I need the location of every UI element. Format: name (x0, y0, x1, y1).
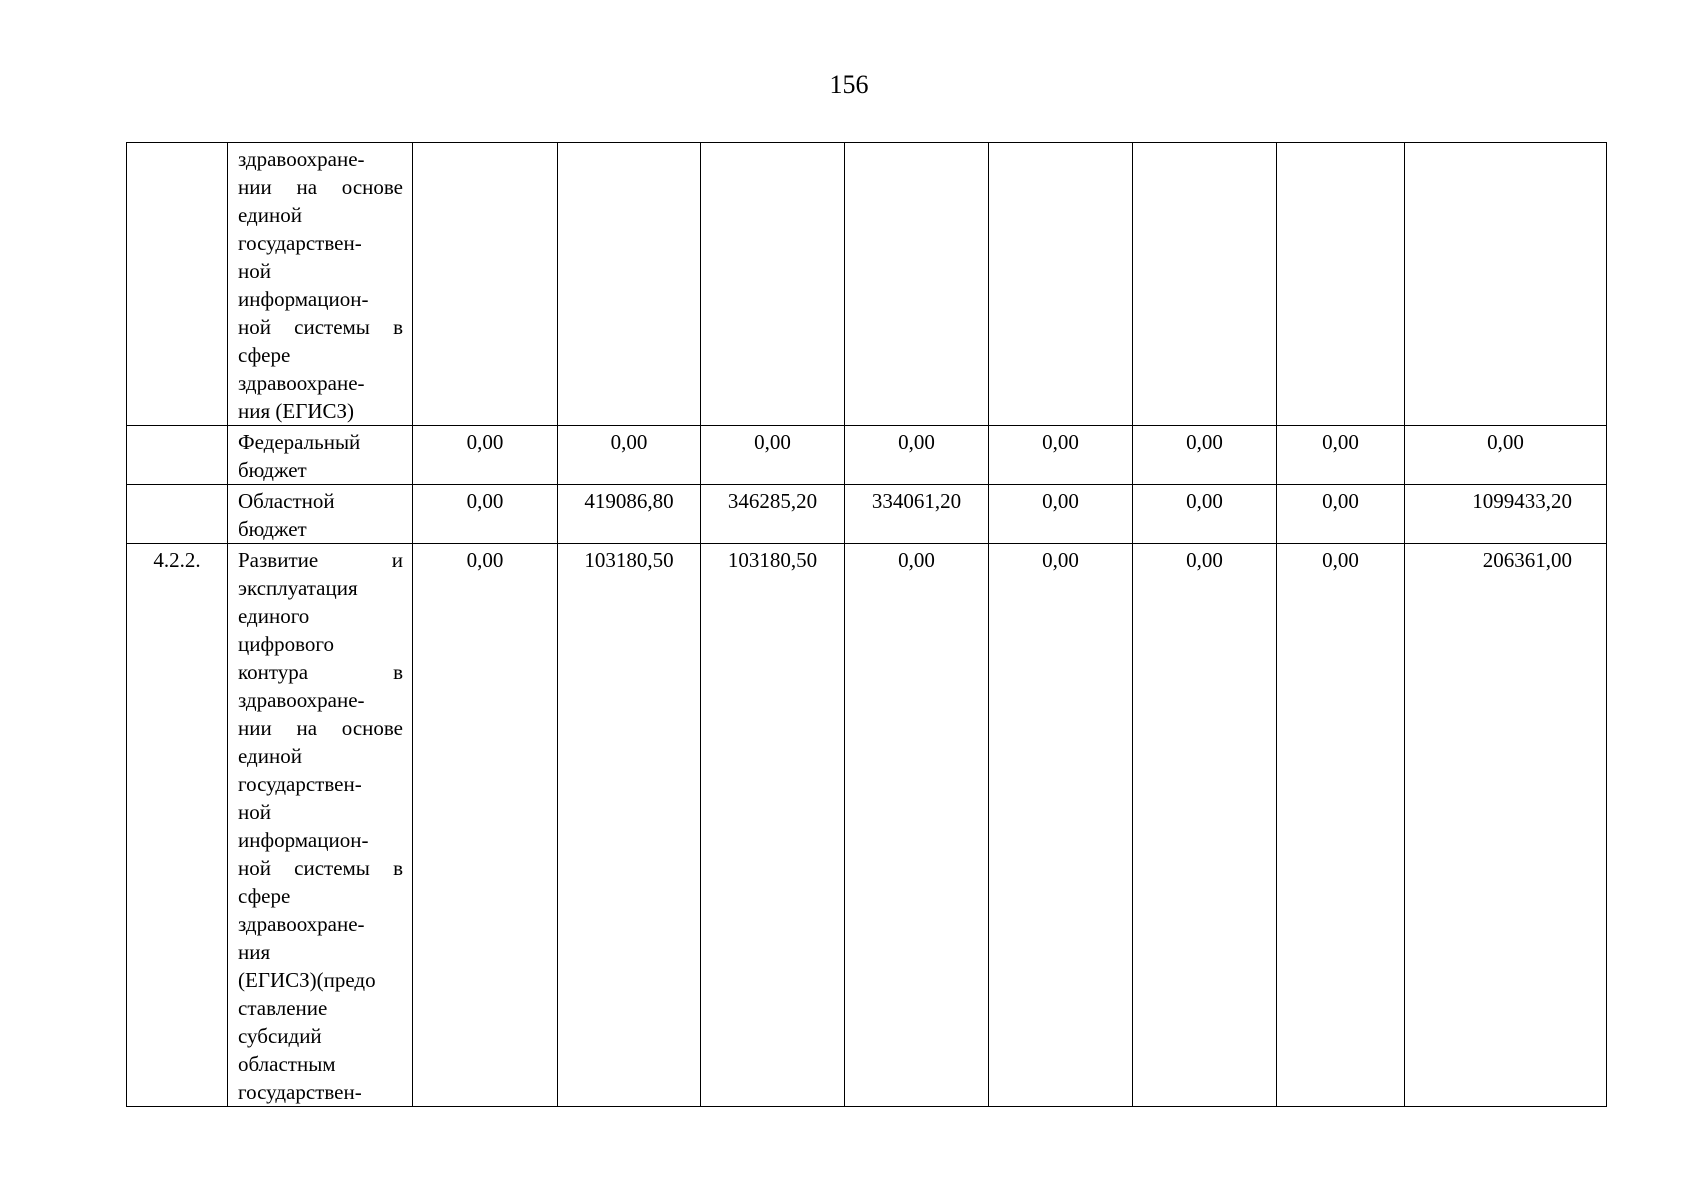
item-name-line: ной (238, 800, 271, 824)
item-name-line: ния (238, 940, 271, 964)
value-cell (989, 143, 1133, 426)
value-cell: 0,00 (1277, 544, 1405, 1107)
item-name-line: здравоохране- (238, 147, 365, 171)
item-name-line: цифрового (238, 632, 334, 656)
item-name-line: здравоохране- (238, 688, 365, 712)
total-cell: 0,00 (1405, 426, 1607, 485)
item-name-line: бюджет (238, 517, 307, 541)
value-cell: 0,00 (413, 485, 558, 544)
item-name-line: единого (238, 604, 310, 628)
item-name-line: ной системы в (238, 856, 403, 880)
item-name-line: Областной (238, 489, 335, 513)
item-name-line: государствен- (238, 772, 362, 796)
value-cell: 346285,20 (701, 485, 845, 544)
value-cell: 0,00 (1133, 485, 1277, 544)
item-name-line: бюджет (238, 458, 307, 482)
item-number (127, 426, 228, 485)
item-number: 4.2.2. (127, 544, 228, 1107)
item-name-line: единой (238, 203, 302, 227)
value-cell: 0,00 (413, 544, 558, 1107)
table-row (127, 143, 1607, 426)
value-cell: 0,00 (1277, 485, 1405, 544)
budget-table (126, 142, 1607, 1107)
item-name-line: ной (238, 259, 271, 283)
value-cell: 0,00 (1133, 544, 1277, 1107)
item-name-line: нии на основе (238, 716, 403, 740)
item-name-line: контура в (238, 660, 403, 684)
item-name-line: информацион- (238, 828, 369, 852)
item-name-line: ставление (238, 996, 328, 1020)
value-cell (845, 143, 989, 426)
value-cell: 419086,80 (558, 485, 701, 544)
item-name-line: информацион- (238, 287, 369, 311)
value-cell: 0,00 (845, 544, 989, 1107)
total-cell (1405, 143, 1607, 426)
value-cell: 0,00 (989, 426, 1133, 485)
value-cell: 0,00 (845, 426, 989, 485)
item-name-line: Федеральный (238, 430, 361, 454)
item-name-line: эксплуатация (238, 576, 358, 600)
value-cell (701, 143, 845, 426)
item-name-line: ной системы в (238, 315, 403, 339)
value-cell: 0,00 (1133, 426, 1277, 485)
table-row (127, 426, 1607, 485)
value-cell: 103180,50 (701, 544, 845, 1107)
value-cell: 0,00 (558, 426, 701, 485)
item-name-line: сфере (238, 884, 291, 908)
item-name-line: (ЕГИСЗ)(предо (238, 968, 376, 992)
value-cell (558, 143, 701, 426)
item-name-line: здравоохране- (238, 912, 365, 936)
item-name (228, 143, 413, 426)
item-name-line: нии на основе (238, 175, 403, 199)
value-cell: 0,00 (413, 426, 558, 485)
value-cell (1133, 143, 1277, 426)
table-row (127, 485, 1607, 544)
item-name-line: единой (238, 744, 302, 768)
item-name-line: государствен- (238, 231, 362, 255)
item-name-line: сфере (238, 343, 291, 367)
item-name (228, 544, 413, 1107)
item-name (228, 485, 413, 544)
value-cell: 0,00 (701, 426, 845, 485)
value-cell: 0,00 (1277, 426, 1405, 485)
item-number (127, 485, 228, 544)
page-number: 156 (829, 70, 869, 99)
value-cell (1277, 143, 1405, 426)
item-name-line: здравоохране- (238, 371, 365, 395)
value-cell: 334061,20 (845, 485, 989, 544)
table-row (127, 544, 1607, 1107)
value-cell: 0,00 (989, 544, 1133, 1107)
item-name-line: субсидий (238, 1024, 322, 1048)
value-cell: 103180,50 (558, 544, 701, 1107)
value-cell (413, 143, 558, 426)
item-name-line: ния (ЕГИСЗ) (238, 399, 355, 423)
value-cell: 0,00 (989, 485, 1133, 544)
item-name-line: областным (238, 1052, 336, 1076)
total-cell: 1099433,20 (1405, 485, 1607, 544)
item-number (127, 143, 228, 426)
item-name (228, 426, 413, 485)
item-name-line: государствен- (238, 1080, 362, 1104)
item-name-line: Развитие и (238, 548, 403, 572)
total-cell: 206361,00 (1405, 544, 1607, 1107)
